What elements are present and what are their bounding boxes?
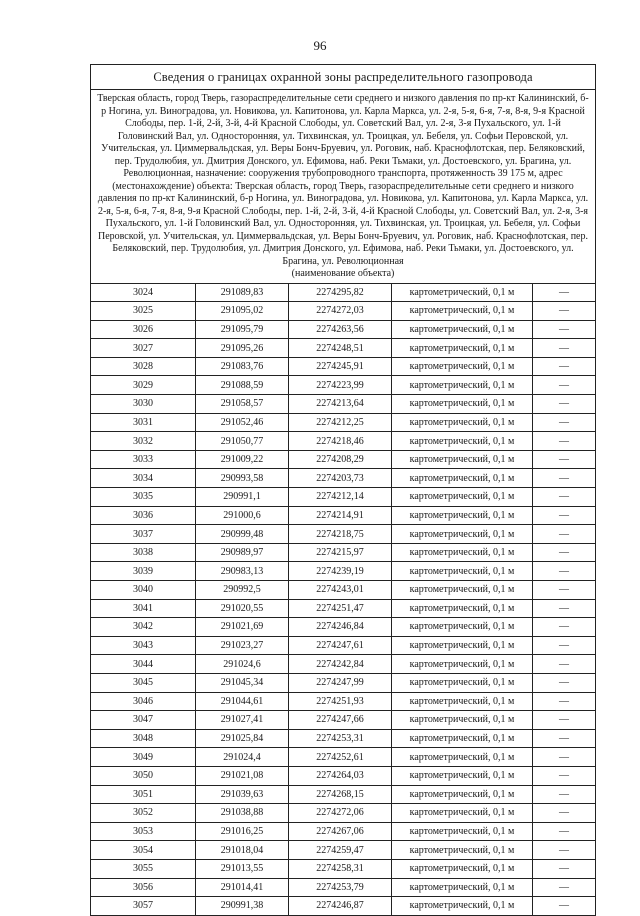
y-coordinate-cell: 2274214,91 <box>289 506 392 525</box>
determination-method-cell: картометрический, 0,1 м <box>392 636 533 655</box>
table-row <box>91 395 595 414</box>
x-coordinate-cell: 291025,84 <box>196 729 289 748</box>
determination-method-cell: картометрический, 0,1 м <box>392 599 533 618</box>
point-description-cell: — <box>533 376 596 395</box>
table-row <box>91 766 595 785</box>
table-row <box>91 822 595 841</box>
table-row <box>91 804 595 823</box>
y-coordinate-cell: 2274218,75 <box>289 525 392 544</box>
point-description-cell: — <box>533 655 596 674</box>
determination-method-cell: картометрический, 0,1 м <box>392 543 533 562</box>
table-row <box>91 748 595 767</box>
point-number-cell: 3054 <box>91 841 196 860</box>
point-description-cell: — <box>533 618 596 637</box>
table-row <box>91 729 595 748</box>
x-coordinate-cell: 291095,26 <box>196 339 289 358</box>
point-description-cell: — <box>533 506 596 525</box>
determination-method-cell: картометрический, 0,1 м <box>392 376 533 395</box>
x-coordinate-cell: 290989,97 <box>196 543 289 562</box>
point-description-cell: — <box>533 562 596 581</box>
y-coordinate-cell: 2274251,93 <box>289 692 392 711</box>
determination-method-cell: картометрический, 0,1 м <box>392 395 533 414</box>
determination-method-cell: картометрический, 0,1 м <box>392 748 533 767</box>
point-description-cell: — <box>533 878 596 897</box>
x-coordinate-cell: 291052,46 <box>196 413 289 432</box>
y-coordinate-cell: 2274263,56 <box>289 320 392 339</box>
determination-method-cell: картометрический, 0,1 м <box>392 413 533 432</box>
point-description-cell: — <box>533 284 596 302</box>
x-coordinate-cell: 291014,41 <box>196 878 289 897</box>
point-number-cell: 3029 <box>91 376 196 395</box>
table-row <box>91 562 595 581</box>
point-number-cell: 3040 <box>91 581 196 600</box>
y-coordinate-cell: 2274203,73 <box>289 469 392 488</box>
object-description-caption: (наименование объекта) <box>291 268 395 279</box>
point-description-cell: — <box>533 599 596 618</box>
point-description-cell: — <box>533 488 596 507</box>
x-coordinate-cell: 291021,08 <box>196 766 289 785</box>
table-row <box>91 525 595 544</box>
y-coordinate-cell: 2274247,66 <box>289 711 392 730</box>
point-number-cell: 3052 <box>91 804 196 823</box>
table-row <box>91 692 595 711</box>
determination-method-cell: картометрический, 0,1 м <box>392 618 533 637</box>
table-row <box>91 432 595 451</box>
y-coordinate-cell: 2274253,31 <box>289 729 392 748</box>
x-coordinate-cell: 291044,61 <box>196 692 289 711</box>
y-coordinate-cell: 2274215,97 <box>289 543 392 562</box>
determination-method-cell: картометрический, 0,1 м <box>392 673 533 692</box>
determination-method-cell: картометрический, 0,1 м <box>392 488 533 507</box>
y-coordinate-cell: 2274258,31 <box>289 859 392 878</box>
determination-method-cell: картометрический, 0,1 м <box>392 785 533 804</box>
y-coordinate-cell: 2274223,99 <box>289 376 392 395</box>
y-coordinate-cell: 2274245,91 <box>289 357 392 376</box>
point-number-cell: 3049 <box>91 748 196 767</box>
x-coordinate-cell: 291039,63 <box>196 785 289 804</box>
x-coordinate-cell: 291027,41 <box>196 711 289 730</box>
point-number-cell: 3050 <box>91 766 196 785</box>
point-number-cell: 3026 <box>91 320 196 339</box>
point-description-cell: — <box>533 859 596 878</box>
document-title: Сведения о границах охранной зоны распределительного газопровода <box>91 65 595 90</box>
determination-method-cell: картометрический, 0,1 м <box>392 655 533 674</box>
y-coordinate-cell: 2274243,01 <box>289 581 392 600</box>
x-coordinate-cell: 291058,57 <box>196 395 289 414</box>
y-coordinate-cell: 2274253,79 <box>289 878 392 897</box>
y-coordinate-cell: 2274252,61 <box>289 748 392 767</box>
table-row <box>91 785 595 804</box>
point-description-cell: — <box>533 413 596 432</box>
point-number-cell: 3037 <box>91 525 196 544</box>
y-coordinate-cell: 2274212,14 <box>289 488 392 507</box>
x-coordinate-cell: 290999,48 <box>196 525 289 544</box>
point-number-cell: 3031 <box>91 413 196 432</box>
x-coordinate-cell: 291045,34 <box>196 673 289 692</box>
point-description-cell: — <box>533 543 596 562</box>
point-number-cell: 3027 <box>91 339 196 358</box>
point-number-cell: 3028 <box>91 357 196 376</box>
y-coordinate-cell: 2274259,47 <box>289 841 392 860</box>
point-number-cell: 3053 <box>91 822 196 841</box>
x-coordinate-cell: 290991,38 <box>196 897 289 915</box>
point-number-cell: 3047 <box>91 711 196 730</box>
gas-pipeline-zone-sheet <box>90 64 596 916</box>
coordinates-table <box>91 284 595 915</box>
table-row <box>91 413 595 432</box>
point-number-cell: 3036 <box>91 506 196 525</box>
determination-method-cell: картометрический, 0,1 м <box>392 339 533 358</box>
y-coordinate-cell: 2274212,25 <box>289 413 392 432</box>
table-row <box>91 339 595 358</box>
table-row <box>91 376 595 395</box>
point-description-cell: — <box>533 357 596 376</box>
determination-method-cell: картометрический, 0,1 м <box>392 320 533 339</box>
point-number-cell: 3034 <box>91 469 196 488</box>
table-row <box>91 506 595 525</box>
x-coordinate-cell: 291024,4 <box>196 748 289 767</box>
point-description-cell: — <box>533 673 596 692</box>
y-coordinate-cell: 2274248,51 <box>289 339 392 358</box>
determination-method-cell: картометрический, 0,1 м <box>392 897 533 915</box>
y-coordinate-cell: 2274246,87 <box>289 897 392 915</box>
x-coordinate-cell: 291038,88 <box>196 804 289 823</box>
determination-method-cell: картометрический, 0,1 м <box>392 432 533 451</box>
object-description-block <box>91 90 595 284</box>
x-coordinate-cell: 291000,6 <box>196 506 289 525</box>
point-description-cell: — <box>533 525 596 544</box>
determination-method-cell: картометрический, 0,1 м <box>392 804 533 823</box>
table-row <box>91 711 595 730</box>
point-description-cell: — <box>533 897 596 915</box>
point-description-cell: — <box>533 432 596 451</box>
determination-method-cell: картометрический, 0,1 м <box>392 469 533 488</box>
table-row <box>91 897 595 915</box>
x-coordinate-cell: 291016,25 <box>196 822 289 841</box>
table-row <box>91 618 595 637</box>
point-description-cell: — <box>533 729 596 748</box>
x-coordinate-cell: 290991,1 <box>196 488 289 507</box>
point-number-cell: 3044 <box>91 655 196 674</box>
table-row <box>91 320 595 339</box>
x-coordinate-cell: 291088,59 <box>196 376 289 395</box>
table-row <box>91 841 595 860</box>
y-coordinate-cell: 2274239,19 <box>289 562 392 581</box>
determination-method-cell: картометрический, 0,1 м <box>392 878 533 897</box>
point-number-cell: 3046 <box>91 692 196 711</box>
y-coordinate-cell: 2274218,46 <box>289 432 392 451</box>
point-description-cell: — <box>533 636 596 655</box>
point-number-cell: 3024 <box>91 284 196 302</box>
point-description-cell: — <box>533 320 596 339</box>
table-row <box>91 284 595 302</box>
determination-method-cell: картометрический, 0,1 м <box>392 729 533 748</box>
point-description-cell: — <box>533 766 596 785</box>
x-coordinate-cell: 291089,83 <box>196 284 289 302</box>
point-description-cell: — <box>533 841 596 860</box>
table-row <box>91 543 595 562</box>
point-description-cell: — <box>533 711 596 730</box>
determination-method-cell: картометрический, 0,1 м <box>392 506 533 525</box>
point-number-cell: 3041 <box>91 599 196 618</box>
point-description-cell: — <box>533 395 596 414</box>
determination-method-cell: картометрический, 0,1 м <box>392 822 533 841</box>
x-coordinate-cell: 291050,77 <box>196 432 289 451</box>
table-row <box>91 599 595 618</box>
y-coordinate-cell: 2274242,84 <box>289 655 392 674</box>
point-number-cell: 3038 <box>91 543 196 562</box>
point-description-cell: — <box>533 692 596 711</box>
determination-method-cell: картометрический, 0,1 м <box>392 711 533 730</box>
y-coordinate-cell: 2274264,03 <box>289 766 392 785</box>
y-coordinate-cell: 2274268,15 <box>289 785 392 804</box>
determination-method-cell: картометрический, 0,1 м <box>392 562 533 581</box>
determination-method-cell: картометрический, 0,1 м <box>392 841 533 860</box>
point-number-cell: 3043 <box>91 636 196 655</box>
point-description-cell: — <box>533 804 596 823</box>
x-coordinate-cell: 291021,69 <box>196 618 289 637</box>
point-description-cell: — <box>533 822 596 841</box>
point-number-cell: 3035 <box>91 488 196 507</box>
determination-method-cell: картометрический, 0,1 м <box>392 525 533 544</box>
table-row <box>91 302 595 321</box>
point-number-cell: 3057 <box>91 897 196 915</box>
table-row <box>91 673 595 692</box>
table-row <box>91 450 595 469</box>
determination-method-cell: картометрический, 0,1 м <box>392 859 533 878</box>
point-number-cell: 3025 <box>91 302 196 321</box>
determination-method-cell: картометрический, 0,1 м <box>392 284 533 302</box>
y-coordinate-cell: 2274213,64 <box>289 395 392 414</box>
point-description-cell: — <box>533 748 596 767</box>
table-row <box>91 469 595 488</box>
x-coordinate-cell: 290993,58 <box>196 469 289 488</box>
table-row <box>91 636 595 655</box>
page-number: 96 <box>313 38 327 53</box>
x-coordinate-cell: 291018,04 <box>196 841 289 860</box>
table-row <box>91 655 595 674</box>
x-coordinate-cell: 290992,5 <box>196 581 289 600</box>
x-coordinate-cell: 291095,79 <box>196 320 289 339</box>
point-number-cell: 3039 <box>91 562 196 581</box>
x-coordinate-cell: 291083,76 <box>196 357 289 376</box>
coordinates-table-body <box>91 284 595 915</box>
point-description-cell: — <box>533 339 596 358</box>
table-row <box>91 488 595 507</box>
y-coordinate-cell: 2274272,03 <box>289 302 392 321</box>
point-number-cell: 3051 <box>91 785 196 804</box>
y-coordinate-cell: 2274247,99 <box>289 673 392 692</box>
y-coordinate-cell: 2274246,84 <box>289 618 392 637</box>
point-number-cell: 3055 <box>91 859 196 878</box>
determination-method-cell: картометрический, 0,1 м <box>392 581 533 600</box>
point-description-cell: — <box>533 450 596 469</box>
table-row <box>91 357 595 376</box>
point-number-cell: 3042 <box>91 618 196 637</box>
table-row <box>91 859 595 878</box>
point-description-cell: — <box>533 581 596 600</box>
point-number-cell: 3056 <box>91 878 196 897</box>
x-coordinate-cell: 290983,13 <box>196 562 289 581</box>
x-coordinate-cell: 291095,02 <box>196 302 289 321</box>
y-coordinate-cell: 2274208,29 <box>289 450 392 469</box>
x-coordinate-cell: 291020,55 <box>196 599 289 618</box>
table-row <box>91 581 595 600</box>
point-number-cell: 3045 <box>91 673 196 692</box>
point-number-cell: 3033 <box>91 450 196 469</box>
object-description: Тверская область, город Тверь, газораспределительные сети среднего и низкого давления по пр-кт Калининский, б-р Ногина, ул. Виноградова, ул. Новикова, ул. Капитонова, ул. Карла Маркса, ул. 2-я, 5-я, 6-я, 7-я, 8-я, 9-я Красной Слободы, пер. 1-й, 2-й, 3-й, 4-й Красной Слободы, ул. Советский Вал, ул. 2-я, 3-я Пухальского, ул. 1-й Головинский Вал, ул. Односторонняя, ул. Тихвинская, ул. Троицкая, ул. Бебеля, ул. Софьи Перовской, ул. Учительская, ул. Циммервальдская, ул. Веры Бонч-Бруевич, ул. Роговик, наб. Краснофлотская, пер. Беляковский, пер. Трудолюбия, ул. Дмитрия Донского, ул. Ефимова, наб. Реки Тьмаки, ул. Достоевского, ул. Брагина, ул. Революционная, назначение: сооружения трубопроводного транспорта, протяженность 39 175 м, адрес (местонахождение) объекта: Тверская область, город Тверь, газораспределительные сети среднего и низкого давления по пр-кт Калининский, б-р Ногина, ул. Виноградова, ул. Новикова, ул. Капитонова, ул. Карла Маркса, ул. 2-я, 5-я, 6-я, 7-я, 8-я, 9-я Красной Слободы, пер. 1-й, 2-й, 3-й, 4-й Красной Слободы, ул. Советский Вал, ул. 2-я, 3-я Пухальского, ул. 1-й Головинский Вал, ул. Односторонняя, ул. Тихвинская, ул. Троицкая, ул. Бебеля, ул. Софьи Перовской, ул. Учительская, ул. Циммервальдская, ул. Веры Бонч-Бруевич, ул. Роговик, наб. Краснофлотская, пер. Беляковский, пер. Трудолюбия, ул. Дмитрия Донского, ул. Ефимова, наб. Реки Тьмаки, ул. Достоевского, ул. Брагина, ул. Революционная <box>97 93 589 267</box>
point-number-cell: 3030 <box>91 395 196 414</box>
point-number-cell: 3048 <box>91 729 196 748</box>
y-coordinate-cell: 2274247,61 <box>289 636 392 655</box>
determination-method-cell: картометрический, 0,1 м <box>392 766 533 785</box>
y-coordinate-cell: 2274267,06 <box>289 822 392 841</box>
determination-method-cell: картометрический, 0,1 м <box>392 357 533 376</box>
table-row <box>91 878 595 897</box>
point-description-cell: — <box>533 302 596 321</box>
determination-method-cell: картометрический, 0,1 м <box>392 692 533 711</box>
y-coordinate-cell: 2274251,47 <box>289 599 392 618</box>
determination-method-cell: картометрический, 0,1 м <box>392 302 533 321</box>
y-coordinate-cell: 2274272,06 <box>289 804 392 823</box>
point-number-cell: 3032 <box>91 432 196 451</box>
y-coordinate-cell: 2274295,82 <box>289 284 392 302</box>
determination-method-cell: картометрический, 0,1 м <box>392 450 533 469</box>
x-coordinate-cell: 291023,27 <box>196 636 289 655</box>
x-coordinate-cell: 291024,6 <box>196 655 289 674</box>
point-description-cell: — <box>533 785 596 804</box>
point-description-cell: — <box>533 469 596 488</box>
x-coordinate-cell: 291013,55 <box>196 859 289 878</box>
x-coordinate-cell: 291009,22 <box>196 450 289 469</box>
